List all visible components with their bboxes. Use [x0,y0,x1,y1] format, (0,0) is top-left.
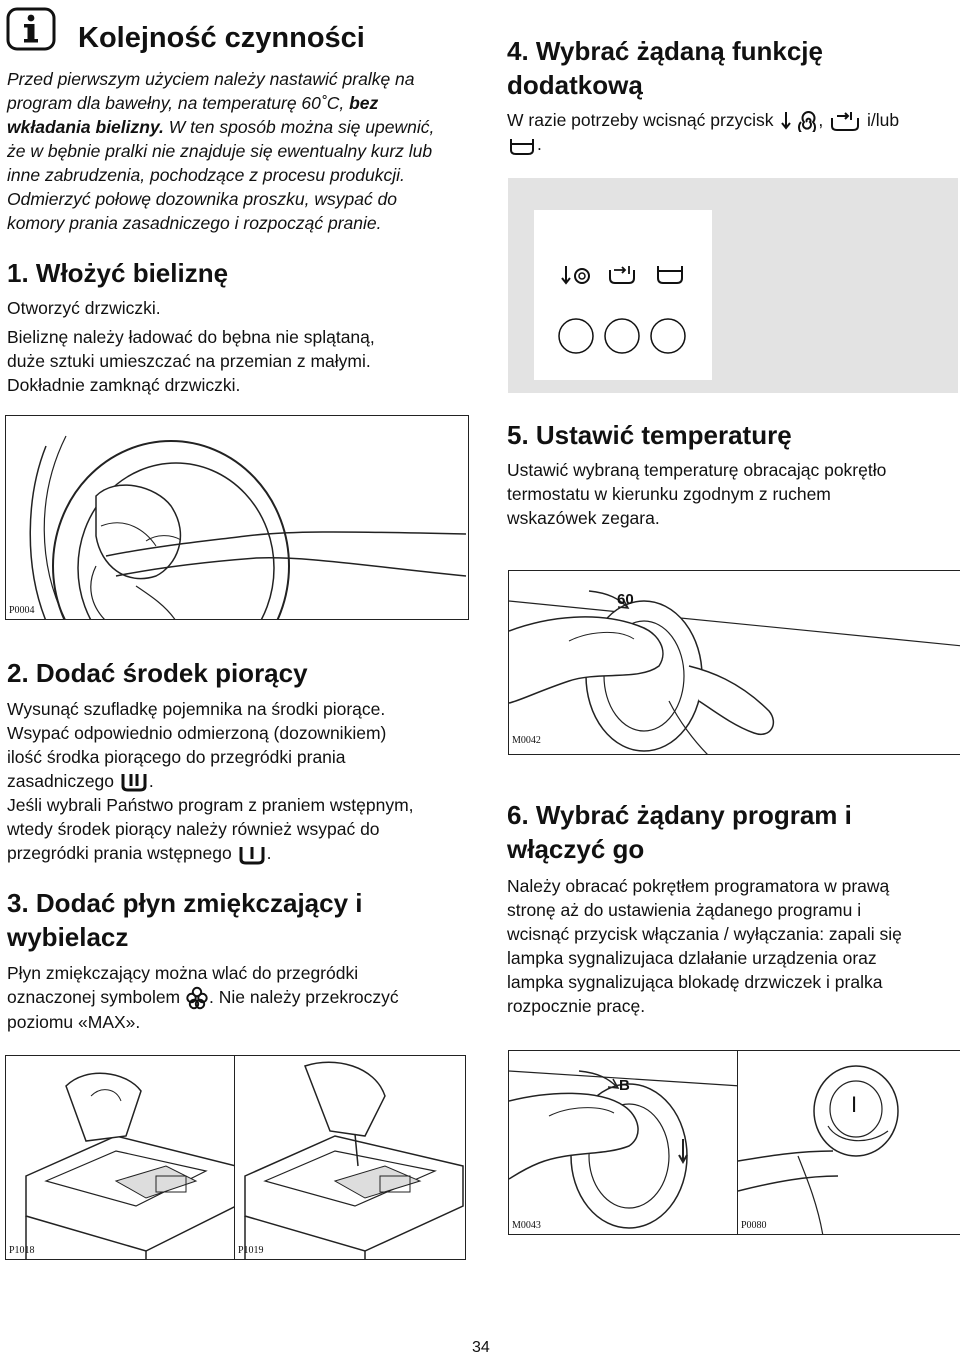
intro-line: że w bębnie pralki nie znajduje się ewentualny kurz lub [7,141,433,161]
step5-line: Ustawić wybraną temperaturę obracając pokrętło [507,460,887,480]
intro-line [7,115,477,139]
step6-line: lampka sygnalizujaca dzlałanie urządzenia oraz [507,948,877,968]
step2-line: wtedy środek piorący należy również wsypać do [7,819,380,840]
step3-title [7,886,363,954]
step6-title-line: 6. Wybrać żądany program i [507,800,852,830]
step1-line: Dokładnie zamknąć drzwiczki. [7,375,241,395]
step4-span: , [818,110,824,130]
figure-softener-drawer [234,1055,466,1260]
dial-label: 60 [617,591,634,608]
step4-title-line: dodatkową [507,70,643,100]
step1-line: duże sztuki umieszczać na przemian z małymi. [7,351,371,371]
intro-line: komory prania zasadniczego i rozpocząć pranie. [7,213,382,233]
step2-line: Wysunąć szufladkę pojemnika na środki piorące. [7,699,386,719]
page-title: Kolejność czynności [78,22,365,54]
softener-flower-icon [185,986,209,1010]
step2-line [7,769,487,793]
step6-line: Należy obracać pokrętłem programatora w prawą [507,876,890,896]
step4-text [507,108,959,157]
figure-code: P0080 [741,1220,767,1231]
extra-rinse-button[interactable] [651,319,685,353]
step1-text [7,296,477,397]
step5-line: wskazówek zegara. [507,508,660,528]
step5-line: termostatu w kierunku zgodnym z ruchem [507,484,831,504]
step1-line: Otworzyć drzwiczki. [7,298,161,318]
step4-span: i/lub [866,110,900,130]
step3-line [7,985,487,1010]
step3-span: oznaczonej symbolem [7,987,181,1007]
figure-code: P0004 [9,605,35,616]
figure-option-buttons [508,178,958,393]
step4-line [507,108,959,132]
figure-code: M0042 [512,735,541,746]
step2-line: ilość środka piorącego do przegródki prania [7,747,346,767]
step3-title-line: 3. Dodać płyn zmiękczający i [7,888,363,918]
spin-reduction-icon [562,266,589,283]
step3-text [7,961,487,1034]
step1-title: 1. Włożyć bieliznę [7,258,229,288]
figure-program-dial [508,1050,740,1235]
step2-line: Jeśli wybrali Państwo program z praniem wstępnym, [7,795,414,816]
step3-span: . Nie należy przekroczyć [209,987,399,1007]
step6-text [507,874,959,1018]
spin-reduction-icon [778,110,818,132]
figure-loading-laundry [5,415,469,620]
step4-span: . [537,134,542,155]
spin-reduction-button[interactable] [559,319,593,353]
intro-line: Przed pierwszym użyciem należy nastawić pralkę na [7,69,415,89]
step2-text [7,697,487,866]
step6-line: wcisnąć przycisk włączania / wyłączania: zapali się [507,924,902,944]
step2-title: 2. Dodać środek piorący [7,658,308,688]
step4-title [507,34,823,102]
step3-line: Płyn zmiękczający można wlać do przegródki [7,963,359,983]
page-number: 34 [472,1339,490,1356]
figure-temperature-dial [508,570,960,755]
step2-span: . [266,843,272,864]
figure-code: M0043 [512,1220,541,1231]
extra-rinse-icon [507,135,537,157]
info-icon [6,7,56,51]
intro-line: inne zabrudzenia, pochodzące z procesu produkcji. [7,165,405,185]
rinse-hold-icon [828,110,862,132]
step2-span: . [148,771,154,791]
intro-span: program dla bawełny, na temperaturę 60˚C, [7,93,350,113]
step3-title-line: wybielacz [7,922,129,952]
intro-line: Odmierzyć połowę dozownika proszku, wsypać do [7,189,398,209]
step4-line [507,132,959,156]
figure-code: P1019 [238,1245,264,1256]
intro-span: W ten sposób można się upewnić, [163,117,435,137]
step5-title: 5. Ustawić temperaturę [507,420,792,450]
step3-line: poziomu «MAX». [7,1012,141,1033]
step4-span: W razie potrzeby wcisnąć przycisk [507,110,774,130]
figure-code: P1018 [9,1245,35,1256]
power-symbol: I [851,1092,858,1117]
intro-line [7,91,477,115]
step4-title-line: 4. Wybrać żądaną funkcję [507,36,823,66]
prewash-icon [237,844,267,866]
intro-text [7,67,477,235]
step2-span: przegródki prania wstępnego [7,843,232,864]
rinse-hold-button[interactable] [605,319,639,353]
intro-bold: wkładania bielizny. [7,117,164,137]
dial-label: B [619,1077,630,1094]
step6-line: rozpocznie pracę. [507,996,646,1016]
step6-title [507,798,852,866]
step6-line: stronę aż do ustawienia żądanego programu i [507,900,862,920]
step6-title-line: włączyć go [507,834,645,864]
main-wash-icon [119,771,149,793]
step1-line: Bieliznę należy ładować do bębna nie splątaną, [7,327,375,347]
step2-span: zasadniczego [7,771,115,791]
figure-power-button [737,1050,960,1235]
step2-line [7,841,487,865]
rinse-hold-icon [610,266,634,283]
figure-detergent-drawer [5,1055,237,1260]
step2-line: Wsypać odpowiednio odmierzoną (dozownikiem) [7,723,387,743]
panel-face [534,210,712,380]
extra-rinse-icon [658,266,682,283]
intro-bold: bez [349,93,379,113]
step6-line: lampka sygnalizująca blokadę drzwiczek i pralka [507,972,883,992]
step5-text [507,458,959,530]
